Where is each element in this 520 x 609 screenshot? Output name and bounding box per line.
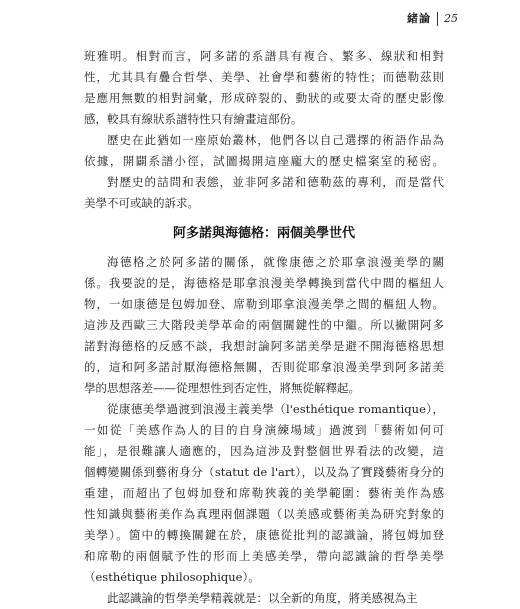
section-heading: 阿多諾與海德格：兩個美學世代 xyxy=(172,226,355,241)
text-line: 能」，是很難讓人適應的，因為這涉及對整個世界看法的改變，這 xyxy=(84,444,444,458)
text-line: 學的思想落差——從理想性到否定性，將無從解釋起。 xyxy=(84,381,360,395)
paragraph xyxy=(84,252,444,399)
text-line: （esthétique philosophique）。 xyxy=(84,570,260,584)
body-text xyxy=(84,46,444,609)
text-line: 的，這和阿多諾討厭海德格無關，否則從耶拿浪漫美學到阿多諾美 xyxy=(84,360,444,374)
header-section-title: 緒論 xyxy=(407,12,431,25)
paragraph xyxy=(84,130,444,214)
text-line: 歷史在此猶如一座原始叢林，他們各以自己選擇的術語作品為 xyxy=(107,133,444,147)
text-line: 性知識與藝術美作為真理兩個課題（以美感或藝術美為研究對象的 xyxy=(84,507,444,521)
text-line: 是應用無數的相對詞彙，形成碎裂的、動狀的或要太奇的歷史影像 xyxy=(84,91,444,105)
paragraph xyxy=(84,399,444,588)
text-line: 海德格之於阿多諾的關係，就像康德之於耶拿浪漫美學的關 xyxy=(107,255,444,269)
running-header xyxy=(407,12,458,26)
text-line: 諾對海德格的反感不談，我想討論阿多諾美學是避不開海德格思想 xyxy=(84,339,444,353)
text-line: 和席勒的兩個賦予性的形而上美感美學，帶向認識論的哲學美學 xyxy=(84,549,444,563)
text-line: 重建，而超出了包姆加登和席勒狹義的美學範圍：藝術美作為感 xyxy=(84,486,444,500)
text-line: 依據，開闢系譜小徑，試圖揭開這座龐大的歷史檔案室的秘密。 xyxy=(84,154,444,168)
text-line: 個轉變關係到藝術身分（statut de l'art），以及為了實踐藝術身分的 xyxy=(84,465,444,479)
text-line: 係。我要說的是，海德格是耶拿浪漫美學轉換到當代中間的樞紐人 xyxy=(84,276,444,290)
text-line: 物，一如康德是包姆加登、席勒到耶拿浪漫美學之間的樞紐人物。 xyxy=(84,297,444,311)
text-line: 班雅明。相對而言，阿多諾的系譜具有複合、繁多、線狀和相對 xyxy=(84,49,444,63)
text-line: 這涉及西歐三大階段美學革命的兩個關鍵性的中繼。所以撇開阿多 xyxy=(84,318,444,332)
page-number: 25 xyxy=(444,12,458,25)
text-line: 從康德美學過渡到浪漫主義美學（l'esthétique romantique）， xyxy=(107,402,444,416)
text-line: 感，較具有線狀系譜特性只有繪畫這部份。 xyxy=(84,112,303,126)
text-line: 性，尤其具有疊合哲學、美學、社會學和藝術的特性；而德勒茲則 xyxy=(84,70,444,84)
text-line: 一如從「美感作為人的目的自身演練場域」過渡到「藝術如何可 xyxy=(84,423,444,437)
text-line: 美學）。箇中的轉換關鍵在於，康德從批判的認識論，將包姆加登 xyxy=(84,528,444,542)
paragraph xyxy=(84,588,444,609)
paragraph xyxy=(84,46,444,130)
text-line: 對歷史的詰問和表態，並非阿多諾和德勒茲的專利，而是當代 xyxy=(107,175,444,189)
text-line: 此認識論的哲學美學精義就是：以全新的角度，將美感視為主 xyxy=(107,591,418,605)
header-divider xyxy=(437,12,438,26)
text-line: 美學不可或缺的訴求。 xyxy=(84,196,199,210)
